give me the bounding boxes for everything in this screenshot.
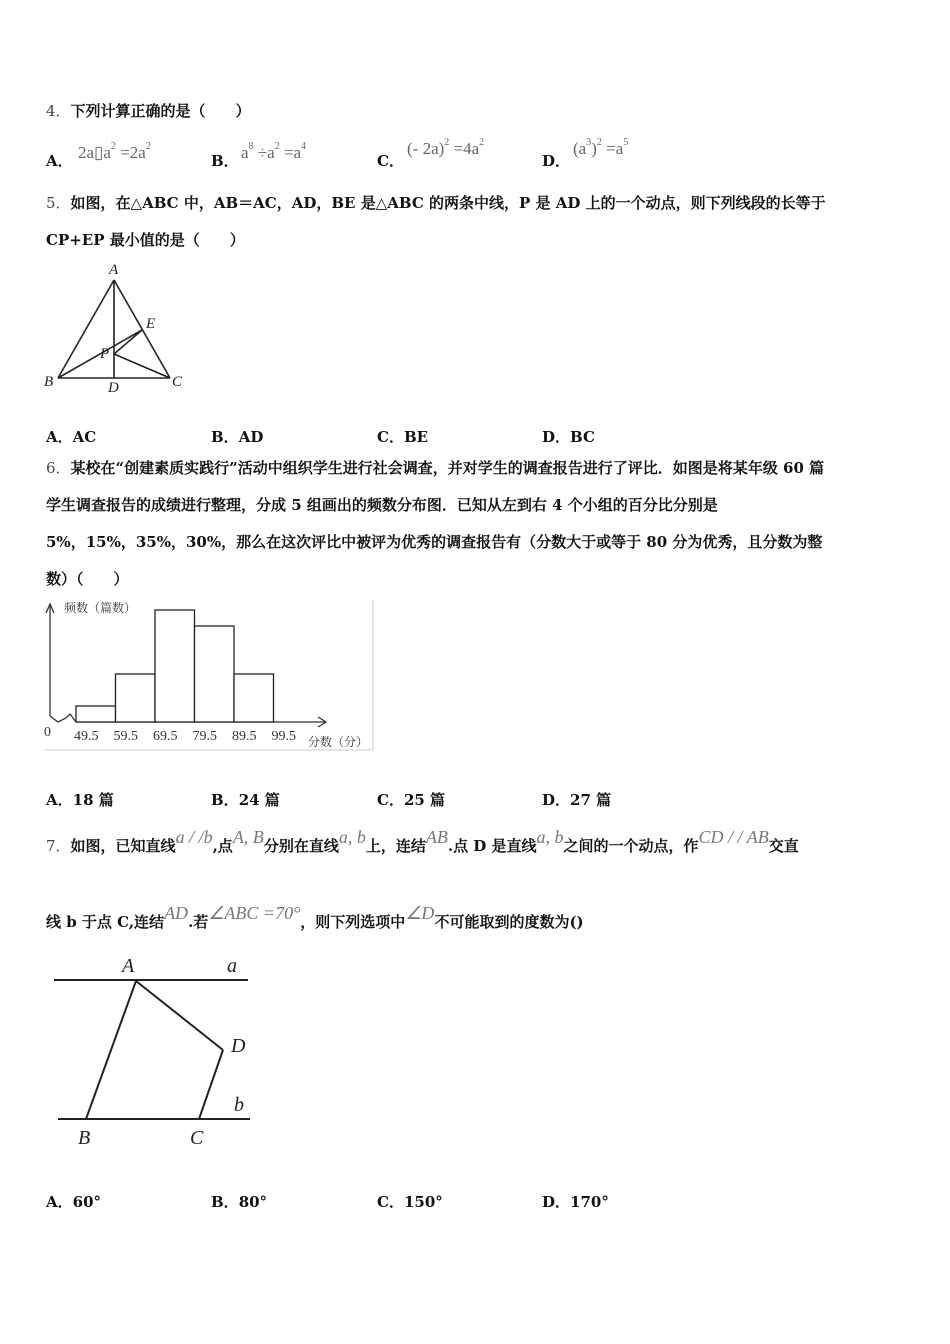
vertex-label-b: B (44, 374, 54, 390)
point-label-p: P (100, 346, 110, 362)
histogram-bar (76, 706, 116, 722)
q6-option-a[interactable]: A．18 篇 (46, 791, 114, 809)
line-label-b: b (234, 1094, 244, 1116)
point-label-a: A (122, 955, 135, 977)
q7-option-a[interactable]: A．60° (46, 1193, 102, 1211)
q5-option-c[interactable]: C．BE (377, 428, 429, 446)
question-5-line2: CP+EP 最小值的是（ ） (46, 231, 245, 249)
point-label-c: C (190, 1127, 204, 1149)
question-6-line1 (46, 461, 824, 476)
q4-option-b[interactable] (211, 150, 239, 171)
x-tick-label: 49.5 (74, 729, 99, 744)
line-label-a: a (227, 955, 237, 977)
option-text: 18 篇 (72, 791, 114, 809)
y-axis-label: 频数（篇数） (64, 601, 137, 615)
vertex-label-a: A (109, 262, 119, 278)
histogram-bar (195, 626, 235, 722)
option-label: C． (377, 152, 404, 170)
x-tick-label: 79.5 (192, 729, 217, 744)
math-points-ab: A, B (232, 827, 264, 847)
option-label: A． (46, 152, 73, 170)
option-label: B． (211, 152, 239, 170)
vertex-label-d: D (108, 380, 119, 396)
q7-option-d[interactable]: D．170° (542, 1193, 609, 1211)
question-7-line1: 7．如图，已知直线a / /b,点A, B分别在直线a, b上，连结AB.点 D 是直线a, b之间的一个动点，作CD / / AB交直 (46, 827, 799, 855)
parallel-lines-figure (40, 948, 270, 1153)
vertex-label-e: E (146, 316, 156, 332)
q4-option-d-expr: $(a^3)^2 =a^5$ (573, 137, 629, 158)
x-tick-label: 89.5 (232, 729, 257, 744)
option-text: 27 篇 (570, 791, 612, 809)
question-6-line3: 5%，15%，35%，30%，那么在这次评比中被评为优秀的调查报告有（分数大于或等于 80 分为优秀，且分数为整 (46, 533, 823, 551)
x-tick-label: 59.5 (113, 729, 138, 744)
question-number: 4． (46, 102, 71, 120)
option-text: 80° (238, 1193, 268, 1211)
histogram-bar (116, 674, 156, 722)
q4-option-c-expr: (- $2a)^2 =4a^2$ (407, 137, 485, 158)
histogram-bars (76, 610, 274, 722)
math-segment-ad: AD (164, 903, 189, 923)
q6-option-b[interactable]: B．24 篇 (211, 791, 280, 809)
math-a-parallel-b: a / /b (175, 827, 213, 847)
q4-option-a-expr: $2a▯a^2 =2a^2$ (78, 141, 151, 162)
math-lines-ab-2: a, b (536, 827, 564, 847)
question-5-line1 (46, 196, 826, 211)
q4-option-a[interactable] (46, 150, 73, 171)
option-text: AC (72, 428, 97, 446)
histogram-bar (234, 674, 274, 722)
option-text: 60° (72, 1193, 102, 1211)
question-text: 如图，在△ABC 中，AB＝AC，AD，BE 是△ABC 的两条中线，P 是 AD 上的一个动点，则下列线段的长等于 (70, 194, 826, 212)
question-6-line2: 学生调查报告的成绩进行整理，分成 5 组画出的频数分布图．已知从左到右 4 个小组的百分比分别是 (46, 496, 718, 514)
triangle-figure (40, 258, 200, 398)
question-number: 5． (46, 194, 71, 212)
q6-option-c[interactable]: C．25 篇 (377, 791, 446, 809)
point-label-d: D (231, 1035, 246, 1057)
math-lines-ab: a, b (338, 827, 366, 847)
q7-option-c[interactable]: C．150° (377, 1193, 443, 1211)
option-text: 25 篇 (403, 791, 446, 809)
question-4-stem (46, 104, 251, 119)
question-7-line2: 线 b 于点 C,连结AD.若∠ABC =70°，则下列选项中∠D不可能取到的度数为() (46, 903, 584, 931)
point-label-b: B (78, 1127, 91, 1149)
option-text: 24 篇 (238, 791, 280, 809)
option-text: BE (403, 428, 429, 446)
q7-option-b[interactable]: B．80° (211, 1193, 268, 1211)
histogram-bar (155, 610, 195, 722)
q5-option-a[interactable]: A．AC (46, 428, 97, 446)
math-cd-parallel-ab: CD / / AB (698, 827, 769, 847)
x-tick-labels (74, 729, 296, 744)
origin-label: 0 (44, 725, 51, 740)
question-6-line4: 数）（ ） (46, 570, 129, 588)
math-segment-ab: AB (425, 827, 448, 847)
x-axis-label: 分数（分） (308, 735, 369, 749)
option-text: AD (238, 428, 264, 446)
segment-ab (86, 981, 136, 1119)
question-text: 某校在“创建素质实践行”活动中组织学生进行社会调查，并对学生的调查报告进行了评比．如图是将某年级 60 篇 (70, 459, 825, 477)
question-number: 7． (46, 837, 71, 855)
x-tick-label: 69.5 (153, 729, 178, 744)
q4-option-d[interactable] (542, 150, 570, 171)
q5-option-b[interactable]: B．AD (211, 428, 264, 446)
math-angle-abc: ∠ABC =70° (208, 903, 301, 923)
segment-dc (199, 1050, 223, 1119)
q6-option-d[interactable]: D．27 篇 (542, 791, 612, 809)
question-number: 6． (46, 459, 71, 477)
option-text: 150° (403, 1193, 443, 1211)
x-tick-label: 99.5 (271, 729, 296, 744)
segment-ad (136, 981, 223, 1050)
option-text: BC (570, 428, 595, 446)
vertex-label-c: C (172, 374, 183, 390)
q5-option-d[interactable]: D．BC (542, 428, 595, 446)
axis-break (50, 714, 76, 722)
frequency-histogram (40, 598, 376, 754)
question-text: 下列计算正确的是（ ） (70, 102, 251, 120)
math-angle-d: ∠D (405, 903, 435, 923)
q4-option-c[interactable] (377, 150, 404, 171)
q4-option-b-expr: $a^8 \div a^2 =a^4$ (241, 141, 307, 162)
option-label: D． (542, 152, 571, 170)
option-text: 170° (570, 1193, 609, 1211)
